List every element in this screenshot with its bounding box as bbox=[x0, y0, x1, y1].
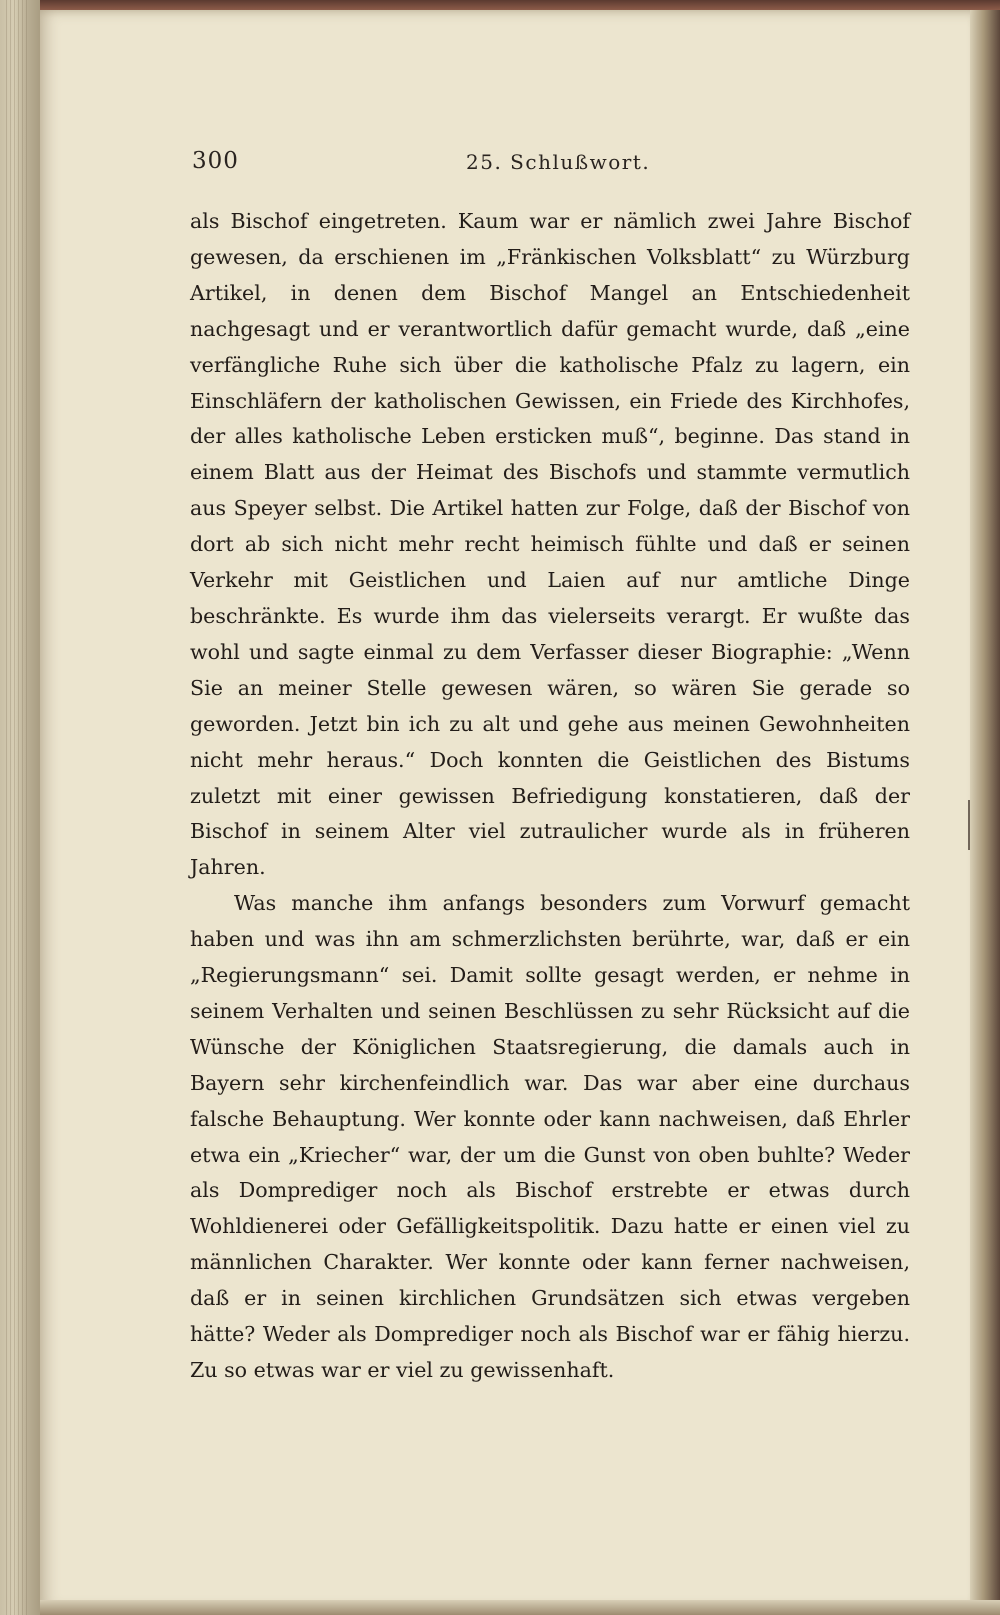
paragraph: als Bischof eingetreten. Kaum war er nämlich zwei Jahre Bischof gewesen, da erschienen im „Fränkischen Volksblatt“ zu Würzburg Artikel, in denen dem Bischof Mangel an Entschiedenheit nachgesagt und er verantwortlich dafür gemacht wurde, daß „eine verfängliche Ruhe sich über die katholische Pfalz zu lagern, ein Einschläfern der katholischen Gewissen, ein Friede des Kirchhofes, der alles katholische Leben ersticken muß“, beginne. Das stand in einem Blatt aus der Heimat des Bischofs und stammte vermutlich aus Speyer selbst. Die Artikel hatten zur Folge, daß der Bischof von dort ab sich nicht mehr recht heimisch fühlte und daß er seinen Verkehr mit Geistlichen und Laien auf nur amtliche Dinge beschränkte. Es wurde ihm das vielerseits verargt. Er wußte das wohl und sagte einmal zu dem Verfasser dieser Biographie: „Wenn Sie an meiner Stelle gewesen wären, so wären Sie gerade so geworden. Jetzt bin ich zu alt und gehe aus meinen Gewohnheiten nicht mehr heraus.“ Doch konnten die Geistlichen des Bistums zuletzt mit einer gewissen Befriedigung konstatieren, daß der Bischof in seinem Alter viel zutraulicher wurde als in früheren Jahren. bbox=[190, 209, 910, 880]
running-head bbox=[150, 142, 910, 182]
page-edge-lines bbox=[6, 0, 30, 1615]
book-page-stack-right bbox=[970, 10, 1000, 1615]
book-page-edge-bottom bbox=[40, 1600, 1000, 1615]
body-text bbox=[190, 204, 910, 1389]
chapter-title: 25. Schlußwort. bbox=[466, 150, 651, 174]
page-fold-mark bbox=[968, 800, 970, 850]
book-page-stack-left bbox=[0, 0, 40, 1615]
page-number: 300 bbox=[192, 148, 239, 174]
paragraph: Was manche ihm anfangs besonders zum Vorwurf gemacht haben und was ihn am schmerzlichsten berührte, war, daß er ein „Regierungsmann“ sei. Damit sollte gesagt werden, er nehme in seinem Verhalten und seinen Beschlüssen zu sehr Rücksicht auf die Wünsche der Königlichen Staatsregierung, die damals auch in Bayern sehr kirchenfeindlich war. Das war aber eine durchaus falsche Behauptung. Wer konnte oder kann nachweisen, daß Ehrler etwa ein „Kriecher“ war, der um die Gunst von oben buhlte? Weder als Domprediger noch als Bischof erstrebte er etwas durch Wohldienerei oder Gefälligkeitspolitik. Dazu hatte er einen viel zu männlichen Charakter. Wer konnte oder kann ferner nachweisen, daß er in seinen kirchlichen Grundsätzen sich etwas vergeben hätte? Weder als Domprediger noch als Bischof war er fähig hierzu. Zu so etwas war er viel zu gewissenhaft. bbox=[190, 891, 910, 1382]
